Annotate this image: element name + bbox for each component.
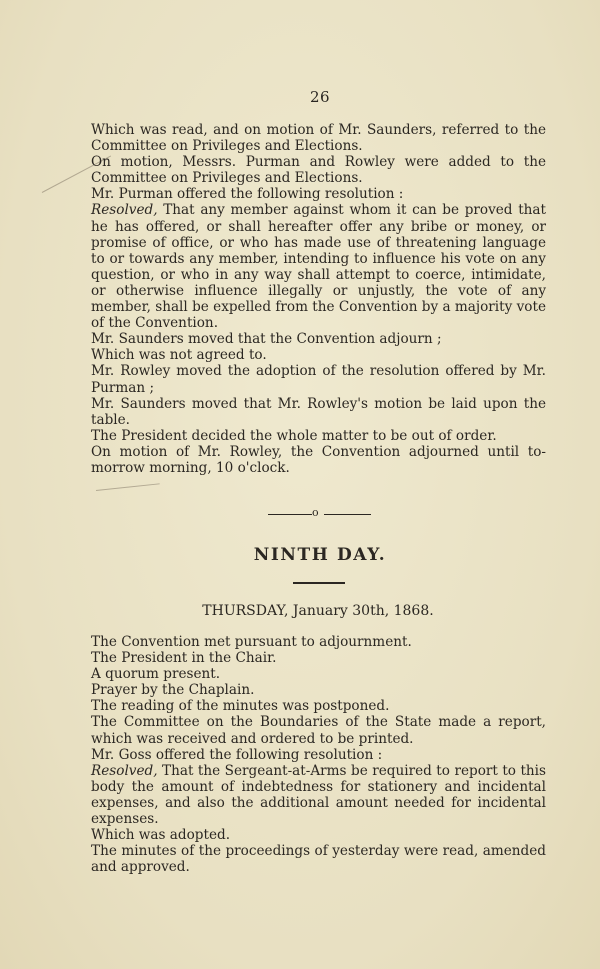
paragraph: Mr. Purman offered the following resolution :	[91, 186, 404, 203]
paragraph: Mr. Saunders moved that the Convention adjourn ;	[91, 331, 442, 348]
paragraph: Mr. Saunders moved that Mr. Rowley's motion be laid upon the table.	[91, 395, 546, 428]
proceedings-text-bottom	[91, 634, 546, 875]
paragraph: On motion, Messrs. Purman and Rowley were added to the Committee on Privileges and Elections.	[91, 154, 546, 187]
paragraph: Mr. Goss offered the following resolution :	[91, 746, 383, 763]
separator-ornament: o	[312, 506, 319, 519]
paragraph: Prayer by the Chaplain.	[91, 682, 255, 699]
page-number: 26	[309, 88, 331, 106]
paragraph: Which was not agreed to.	[91, 347, 267, 364]
paragraph: The minutes of the proceedings of yesterday were read, amended and approved.	[91, 843, 546, 876]
paragraph: Which was adopted.	[91, 827, 231, 844]
heading-rule	[293, 582, 345, 584]
resolved-label: Resolved,	[91, 202, 158, 219]
day-heading: NINTH DAY.	[253, 545, 387, 565]
resolved-label: Resolved,	[91, 762, 158, 779]
paragraph: The Convention met pursuant to adjournment.	[91, 634, 412, 650]
paragraph: The President decided the whole matter to be out of order.	[91, 427, 497, 444]
paragraph: The reading of the minutes was postponed.	[91, 698, 390, 715]
proceedings-text-top	[91, 122, 546, 476]
paragraph: Which was read, and on motion of Mr. Saunders, referred to the Committee on Privileges and Elections.	[91, 122, 546, 155]
separator-rule-left	[268, 514, 312, 515]
pencil-mark	[96, 483, 160, 491]
paragraph: Mr. Rowley moved the adoption of the resolution offered by Mr. Purman ;	[91, 363, 546, 396]
paragraph: A quorum present.	[91, 666, 221, 683]
resolution-paragraph: Resolved, That the Sergeant-at-Arms be required to report to this body the amount of indebtedness for stationery and incidental expenses, and also the additional amount needed for incidental expenses.	[91, 762, 546, 828]
resolution-paragraph: Resolved, That any member against whom it can be proved that he has offered, or shall hereafter offer any bribe or money, or promise of office, or who has made use of threatening language to or towards any member, intending to influence his vote on any question, or who in any way shall attempt to coerce, intimidate, or otherwise influence illegally or unjustly, the vote of any member, shall be expelled from the Convention by a majority vote of the Convention.	[91, 202, 546, 332]
paragraph: The Committee on the Boundaries of the State made a report, which was received and ordered to be printed.	[91, 714, 546, 747]
paragraph: On motion of Mr. Rowley, the Convention adjourned until to-morrow morning, 10 o'clock.	[91, 443, 546, 476]
date-line: THURSDAY, January 30th, 1868.	[202, 603, 434, 619]
paragraph: The President in the Chair.	[91, 650, 277, 667]
separator-rule-right	[324, 514, 371, 515]
